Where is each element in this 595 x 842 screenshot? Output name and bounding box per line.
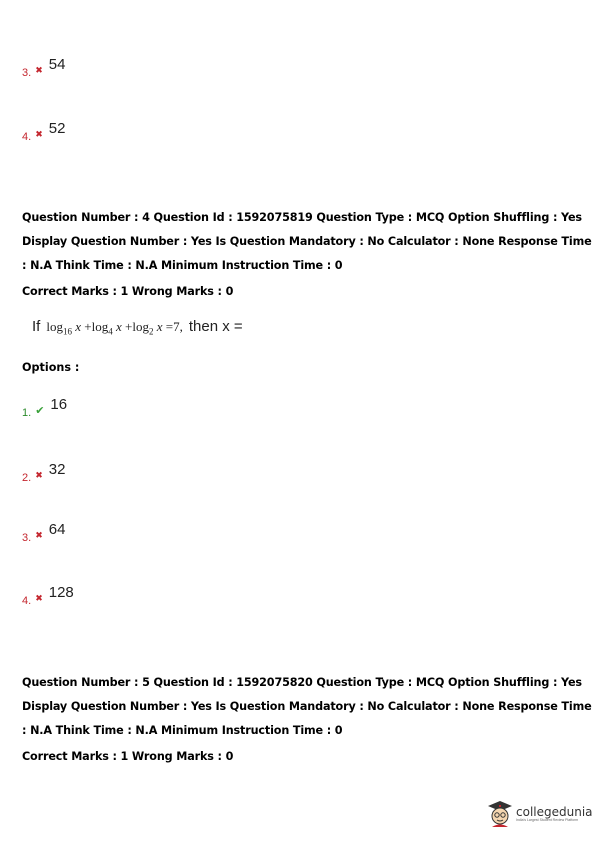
question-5-info: [22, 671, 592, 769]
option-item: [22, 396, 68, 419]
logo-tagline: India's Largest Student Review Platform: [516, 818, 579, 822]
option-item: [22, 461, 66, 484]
question-prefix: If: [32, 318, 41, 335]
question-equation: $\log_{16} x +\log_4$ $x +\log_2$ x =7,: [46, 319, 183, 337]
option-number: 3.: [22, 67, 32, 79]
option-number: 2.: [22, 472, 32, 484]
question-info-line: Question Number : 4 Question Id : 1592075819 Question Type : MCQ Option Shuffling : Yes: [22, 211, 582, 224]
cross-icon: ✖: [35, 471, 43, 481]
option-value: 54: [48, 56, 66, 73]
option-number: 4.: [22, 131, 32, 143]
collegedunia-logo: [487, 800, 593, 828]
option-value: 128: [48, 584, 74, 601]
marks-line: Correct Marks : 1 Wrong Marks : 0: [22, 285, 234, 298]
option-item: [22, 120, 66, 143]
marks-line: Correct Marks : 1 Wrong Marks : 0: [22, 750, 234, 763]
option-number: 4.: [22, 595, 32, 607]
option-value: 16: [50, 396, 68, 413]
option-item: [22, 584, 74, 607]
question-info-line: : N.A Think Time : N.A Minimum Instruction Time : 0: [22, 724, 343, 737]
option-number: 3.: [22, 532, 32, 544]
question-info-line: Question Number : 5 Question Id : 1592075820 Question Type : MCQ Option Shuffling : Yes: [22, 676, 582, 689]
option-item: [22, 56, 66, 79]
question-info-line: Display Question Number : Yes Is Question Mandatory : No Calculator : None Response Time: [22, 235, 592, 248]
cross-icon: ✖: [35, 130, 43, 140]
question-4-info: [22, 206, 592, 304]
option-value: 64: [48, 521, 66, 538]
check-icon: ✔: [35, 404, 45, 417]
question-info-line: : N.A Think Time : N.A Minimum Instruction Time : 0: [22, 259, 343, 272]
graduate-mascot-icon: [487, 800, 513, 828]
option-value: 52: [48, 120, 66, 137]
question-text: [32, 318, 243, 337]
option-item: [22, 521, 66, 544]
cross-icon: ✖: [35, 531, 43, 541]
cross-icon: ✖: [35, 594, 43, 604]
question-suffix: then x =: [188, 318, 243, 335]
logo-name: collegedunia: [516, 805, 593, 819]
question-info-line: Display Question Number : Yes Is Question Mandatory : No Calculator : None Response Time: [22, 700, 592, 713]
option-value: 32: [48, 461, 66, 478]
cross-icon: ✖: [35, 66, 43, 76]
option-number: 1.: [22, 407, 32, 419]
options-label: Options :: [22, 361, 80, 374]
